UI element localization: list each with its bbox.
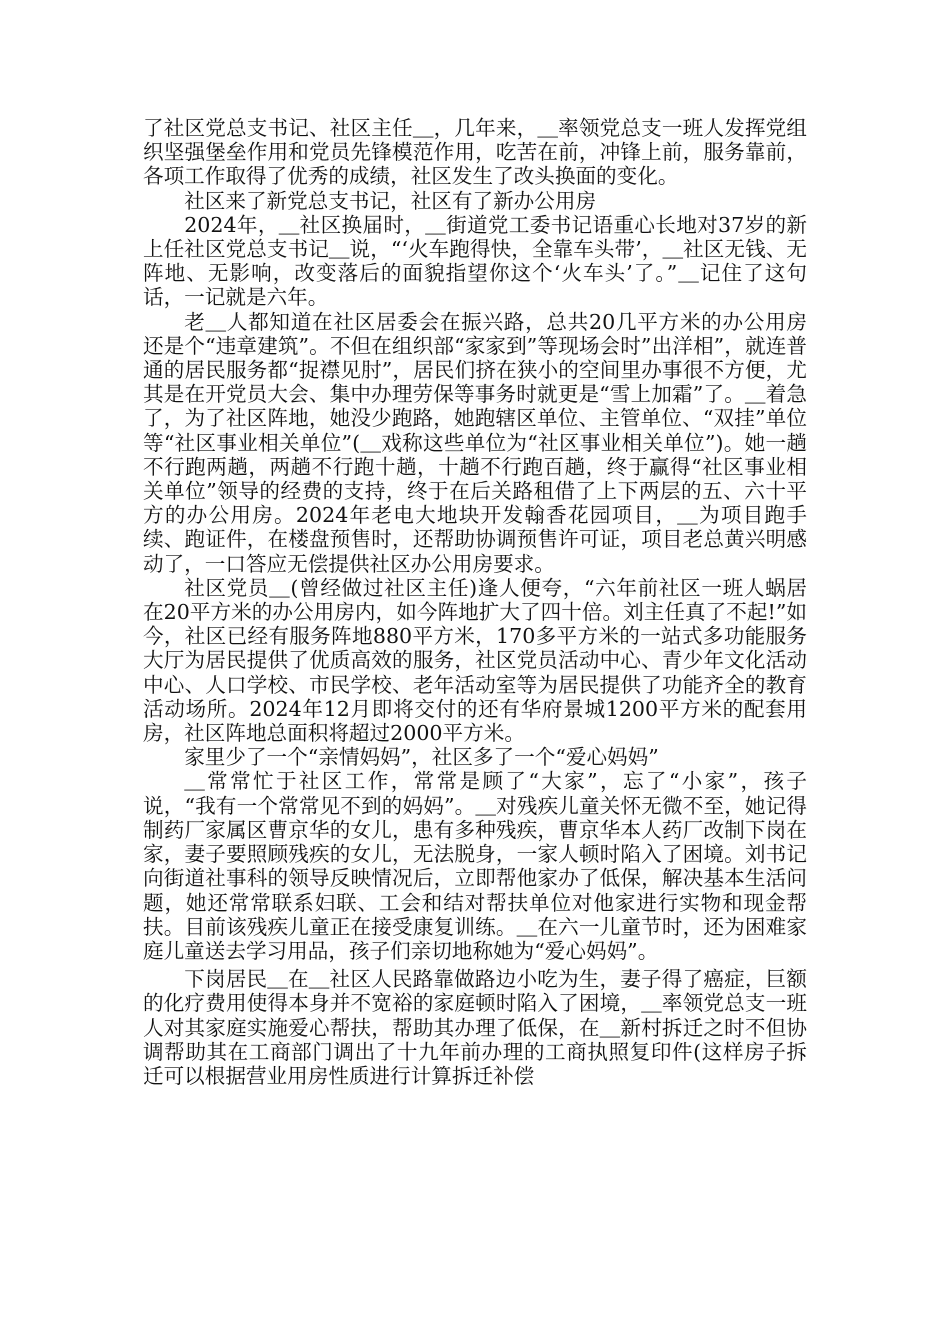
paragraph: ＿常常忙于社区工作，常常是顾了“大家”，忘了“小家”，孩子说，“我有一个常常见不到的妈妈”。＿对残疾儿童关怀无微不至，她记得制药厂家属区曹京华的女儿，患有多种残疾，曹京华本人药厂改制下岗在家，妻子要照顾残疾的女儿，无法脱身，一家人顿时陷入了困境。刘书记向街道社事科的领导反映情况后，立即帮他家办了低保，解决基本生活问题，她还常常联系妇联、工会和结对帮扶单位对他家进行实物和现金帮扶。目前该残疾儿童正在接受康复训练。＿在六一儿童节时，还为困难家庭儿童送去学习用品，孩子们亲切地称她为“爱心妈妈”。 xyxy=(143,769,807,963)
paragraph: 下岗居民＿在＿社区人民路靠做路边小吃为生，妻子得了癌症，巨额的化疗费用使得本身并不宽裕的家庭顿时陷入了困境，＿率领党总支一班人对其家庭实施爱心帮扶，帮助其办理了低保，在＿新村拆迁之时不但协调帮助其在工商部门调出了十九年前办理的工商执照复印件(这样房子拆迁可以根据营业用房性质进行计算拆迁补偿 xyxy=(143,967,807,1088)
paragraph: 2024年，＿社区换届时，＿街道党工委书记语重心长地对37岁的新上任社区党总支书记＿说，“‘火车跑得快，全靠车头带’，＿社区无钱、无阵地、无影响，改变落后的面貌指望你这个‘火车头’了。”＿记住了这句话，一记就是六年。 xyxy=(143,212,807,310)
paragraph-continuation: 了社区党总支书记、社区主任＿，几年来，＿率领党总支一班人发挥党组织坚强堡垒作用和党员先锋模范作用，吃苦在前，冲锋上前，服务靠前，各项工作取得了优秀的成绩，社区发生了改头换面的变化。 xyxy=(143,116,807,189)
paragraph: 老＿人都知道在社区居委会在振兴路，总共20几平方米的办公用房还是个“违章建筑”。不但在组织部“家家到”等现场会时”出洋相”，就连普通的居民服务都“捉襟见肘”，居民们挤在狭小的空间里办事很不方便，尤其是在开党员大会、集中办理劳保等事务时就更是“雪上加霜”了。＿着急了，为了社区阵地，她没少跑路，她跑辖区单位、主管单位、“双挂”单位等“社区事业相关单位”(＿戏称这些单位为“社区事业相关单位”)。她一趟不行跑两趟，两趟不行跑十趟，十趟不行跑百趟，终于赢得“社区事业相关单位”领导的经费的支持，终于在后关路租借了上下两层的五、六十平方的办公用房。2024年老电大地块开发翰香花园项目，＿为项目跑手续、跑证件，在楼盘预售时，还帮助协调预售许可证，项目老总黄兴明感动了，一口答应无偿提供社区办公用房要求。 xyxy=(143,309,807,576)
section-heading-office: 社区来了新党总支书记，社区有了新办公用房 xyxy=(184,188,597,213)
section-heading-mother: 家里少了一个“亲情妈妈”，社区多了一个“爱心妈妈” xyxy=(184,745,659,770)
paragraph: 社区党员＿(曾经做过社区主任)逢人便夸，“六年前社区一班人蜗居在20平方米的办公用房内，如今阵地扩大了四十倍。刘主任真了不起!”如今，社区已经有服务阵地880平方米，170多平方米的一站式多功能服务大厅为居民提供了优质高效的服务，社区党员活动中心、青少年文化活动中心、人口学校、市民学校、老年活动室等为居民提供了功能齐全的教育活动场所。2024年12月即将交付的还有华府景城1200平方米的配套用房，社区阵地总面积将超过2000平方米。 xyxy=(143,575,807,746)
document-page xyxy=(143,116,807,1088)
